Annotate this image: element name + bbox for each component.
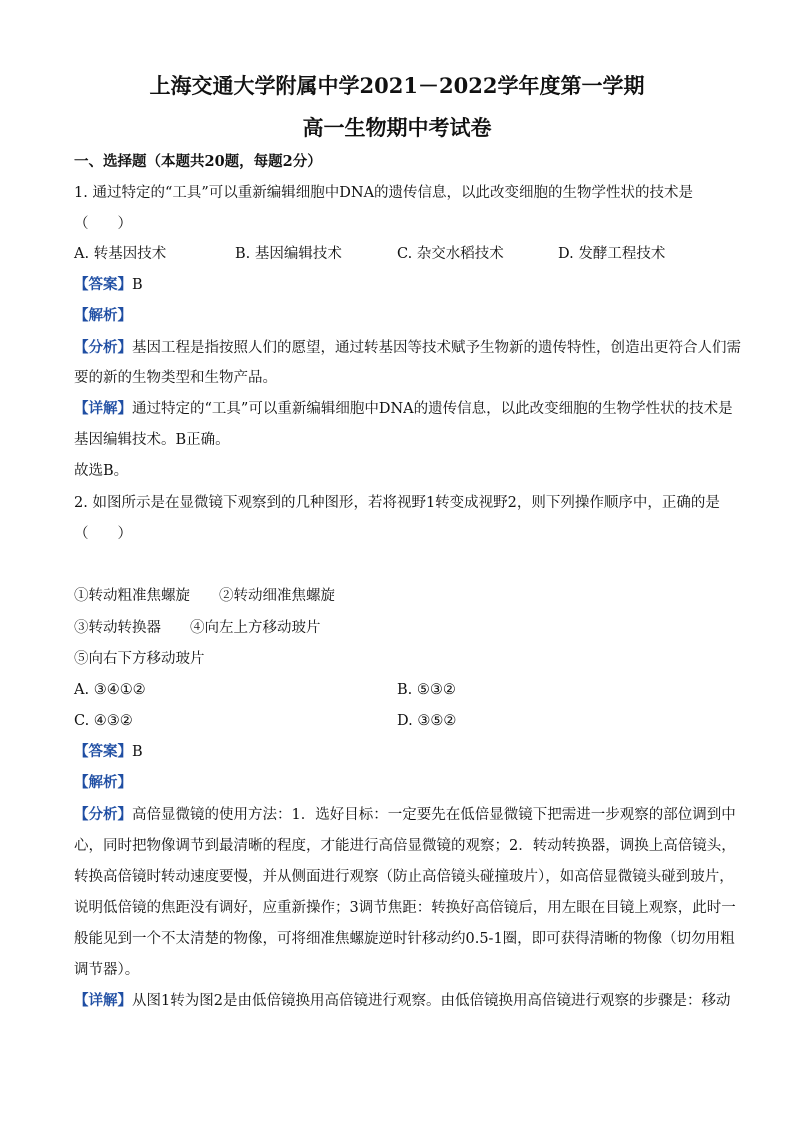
q1-option-b: B. 基因编辑技术: [235, 246, 342, 262]
q1-detail-text-1: 通过特定的“工具”可以重新编辑细胞中DNA的遗传信息，以此改变细胞的生物学性状的技术是: [132, 401, 733, 417]
q1-detail-tag: 【详解】: [74, 400, 132, 417]
q2-fenxi-line-3: 转换高倍镜时转动速度要慢，并从侧面进行观察（防止高倍镜头碰撞玻片），如高倍显微镜头碰到玻片，: [74, 869, 734, 885]
q2-steps-line-2: ③转动转换器 ④向左上方移动玻片: [74, 620, 321, 636]
q1-answer: [74, 275, 143, 295]
q2-fenxi-line-2: 心，同时把物像调节到最清晰的程度，才能进行高倍显微镜的观察；2．转动转换器，调换上高倍镜头，: [74, 838, 736, 854]
q1-answer-value: B: [132, 277, 143, 293]
q1-option-a: A. 转基因技术: [74, 246, 167, 262]
q1-fenxi-text-1: 基因工程是指按照人们的愿望，通过转基因等技术赋予生物新的遗传特性，创造出更符合人们需: [132, 340, 741, 356]
q2-detail-text-1: 从图1转为图2是由低倍镜换用高倍镜进行观察。由低倍镜换用高倍镜进行观察的步骤是：移动: [132, 993, 731, 1009]
q1-fenxi-tag: 【分析】: [74, 339, 132, 356]
q2-fenxi-line-4: 说明低倍镜的焦距没有调好，应重新操作；3调节焦距：转换好高倍镜后，用左眼在目镜上观察，此时一: [74, 900, 736, 916]
q2-fenxi-text-1: 高倍显微镜的使用方法：1．选好目标：一定要先在低倍显微镜下把需进一步观察的部位调到中: [132, 807, 736, 823]
q1-fenxi-line-1: [74, 338, 741, 358]
q2-fenxi-tag: 【分析】: [74, 806, 132, 823]
q1-stem-line-1: 1. 通过特定的“工具”可以重新编辑细胞中DNA的遗传信息，以此改变细胞的生物学性状的技术是: [74, 185, 694, 201]
q1-detail-line-2: 基因编辑技术。B正确。: [74, 432, 230, 448]
q2-fenxi-line-5: 般能见到一个不太清楚的物像，可将细准焦螺旋逆时针移动约0.5-1圈，即可获得清晰的物像（切勿用粗: [74, 931, 735, 947]
q2-answer: [74, 742, 143, 762]
q2-answer-tag: 【答案】: [74, 743, 132, 760]
q1-option-c: C. 杂交水稻技术: [397, 246, 504, 262]
q2-detail-line-1: [74, 991, 730, 1011]
q1-fenxi-line-2: 要的新的生物类型和生物产品。: [74, 370, 277, 386]
q1-conclusion: 故选B。: [74, 463, 129, 479]
q2-option-b: B. ⑤③②: [397, 682, 456, 698]
q2-fenxi-line-1: [74, 805, 736, 825]
q1-option-d: D. 发酵工程技术: [558, 246, 666, 262]
q2-steps-line-3: ⑤向右下方移动玻片: [74, 651, 205, 667]
title-line-1: 上海交通大学附属中学2021－2022学年度第一学期: [149, 73, 645, 98]
q1-analysis-tag: 【解析】: [74, 307, 132, 324]
q2-stem-line-2: （ ）: [74, 526, 132, 542]
q2-detail-tag: 【详解】: [74, 992, 132, 1009]
q2-option-c: C. ④③②: [74, 713, 133, 729]
section-heading: 一、选择题（本题共20题，每题2分）: [74, 153, 322, 170]
q1-answer-tag: 【答案】: [74, 276, 132, 293]
q2-fenxi-line-6: 调节器）。: [74, 962, 140, 978]
q1-detail-line-1: [74, 399, 733, 419]
q2-answer-value: B: [132, 744, 143, 760]
q1-stem-line-2: （ ）: [74, 216, 132, 232]
q2-option-d: D. ③⑤②: [397, 713, 457, 729]
q2-steps-line-1: ①转动粗准焦螺旋 ②转动细准焦螺旋: [74, 588, 335, 604]
q1-analysis: [74, 306, 132, 326]
q2-stem-line-1: 2. 如图所示是在显微镜下观察到的几种图形，若将视野1转变成视野2，则下列操作顺序中，正确的是: [74, 495, 720, 511]
q2-option-a: A. ③④①②: [74, 682, 146, 698]
title-line-2: 高一生物期中考试卷: [302, 115, 492, 140]
q2-analysis-tag: 【解析】: [74, 774, 132, 791]
q2-analysis: [74, 773, 132, 793]
